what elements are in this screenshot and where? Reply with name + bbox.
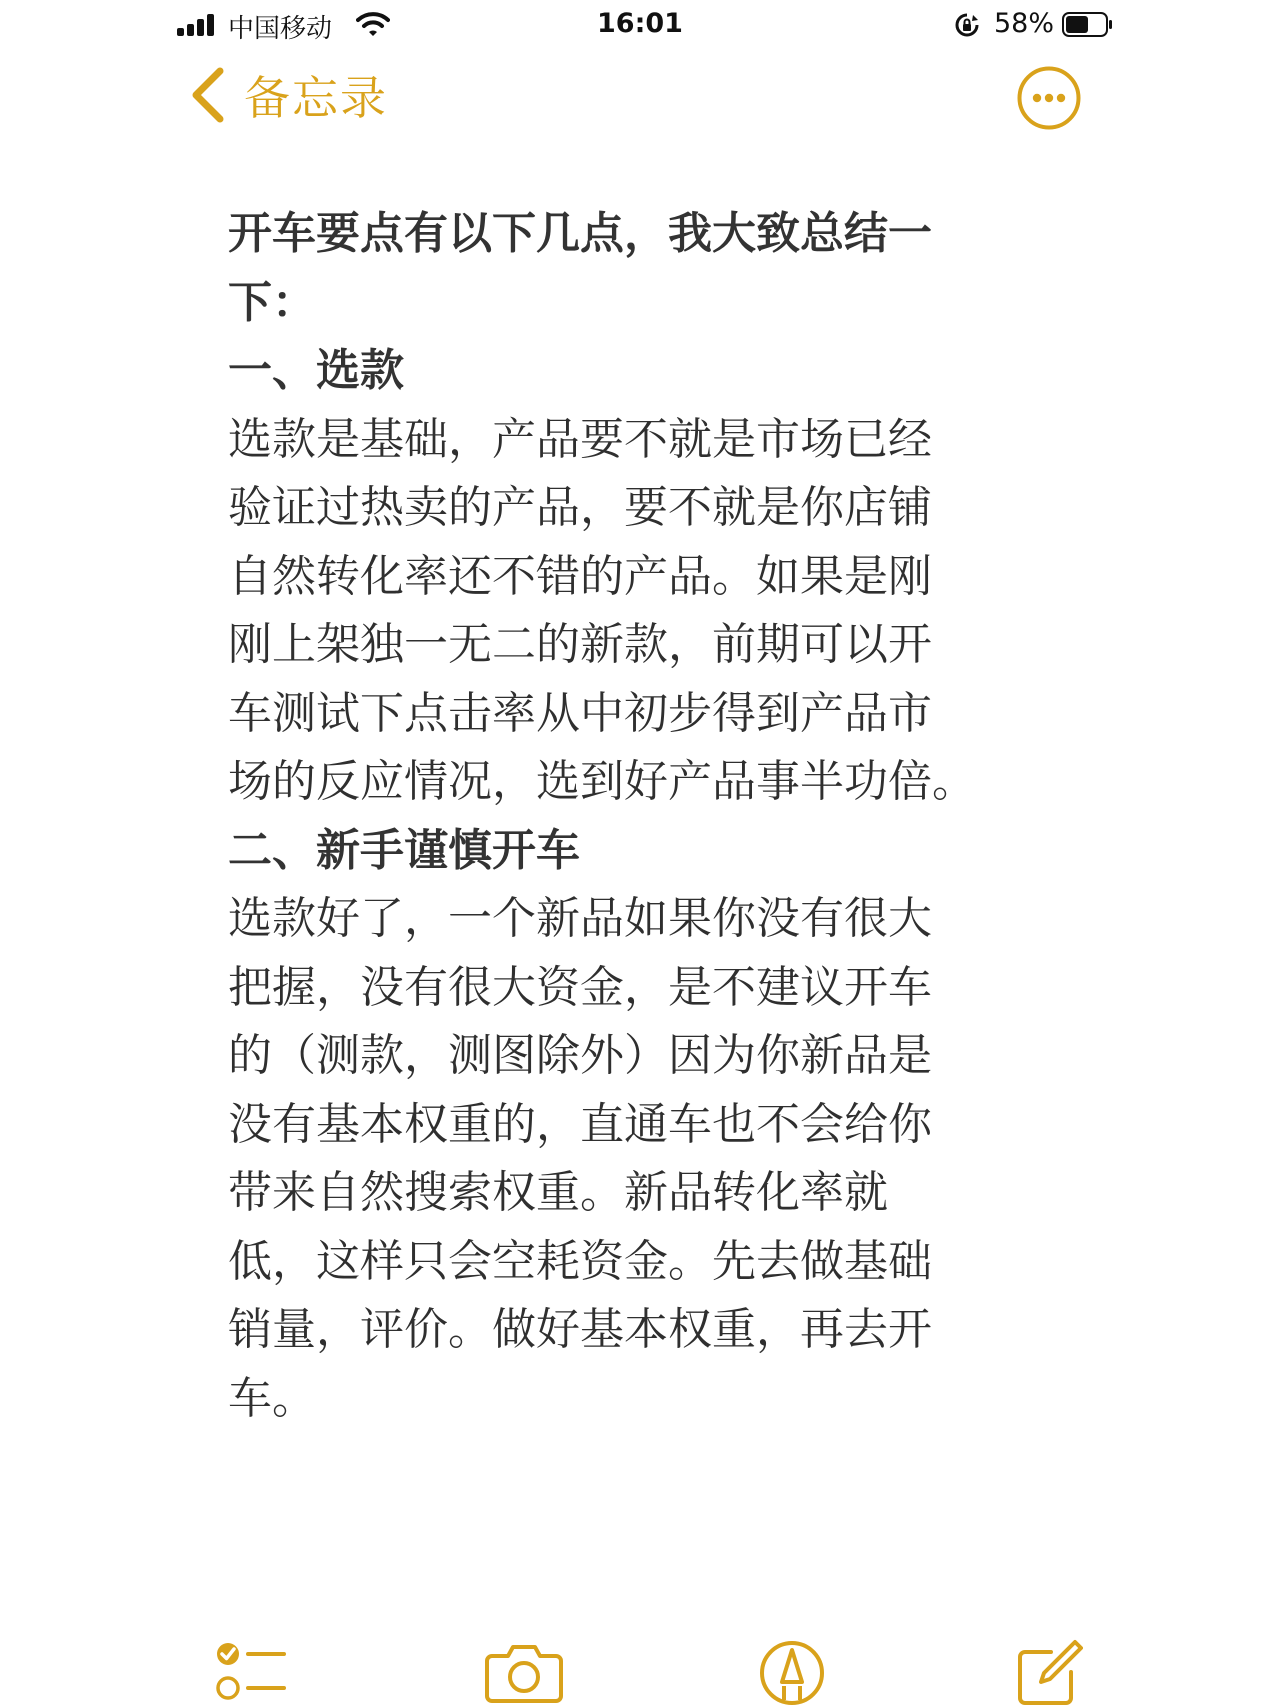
more-icon[interactable] [1016,65,1082,131]
note-text-line: 车。 [228,1372,316,1424]
battery-percent: 58% [994,8,1055,39]
note-heading-line: 开车要点有以下几点，我大致总结一 [228,208,932,259]
note-text-line: 场的反应情况，选到好产品事半功倍。 [228,756,976,807]
note-text-line: 选款是基础，产品要不就是市场已经 [228,413,932,465]
rotation-lock-icon [954,12,980,38]
note-text-line: 验证过热卖的产品，要不就是你店铺 [228,482,932,533]
note-body[interactable] [228,200,1088,1433]
chevron-left-icon [188,65,228,125]
note-heading-line: 一、选款 [228,345,404,396]
back-label: 备忘录 [244,71,388,125]
note-text-line: 带来自然搜索权重。新品转化率就 [228,1167,888,1218]
note-text-line: 车测试下点击率从中初步得到产品市 [228,687,932,739]
note-text-line: 低，这样只会空耗资金。先去做基础 [228,1235,932,1287]
note-text-line: 自然转化率还不错的产品。如果是刚 [228,550,932,602]
note-text-line: 把握，没有很大资金，是不建议开车 [228,961,932,1013]
note-text-line: 选款好了，一个新品如果你没有很大 [228,893,932,944]
battery-icon [1062,12,1114,37]
status-bar [0,0,1280,50]
checklist-icon[interactable] [212,1638,288,1708]
note-heading-line: 二、新手谨慎开车 [228,824,580,876]
markup-icon[interactable] [757,1638,827,1708]
note-heading-line: 下： [228,276,316,328]
note-text-line: 没有基本权重的，直通车也不会给你 [228,1098,932,1150]
note-text-line: 刚上架独一无二的新款，前期可以开 [228,619,932,670]
note-text-line: 销量，评价。做好基本权重，再去开 [228,1304,932,1355]
back-button[interactable] [188,62,388,128]
compose-icon[interactable] [1015,1638,1083,1708]
camera-icon[interactable] [484,1638,564,1708]
carrier-label: 中国移动 [228,14,333,44]
status-time: 16:01 [597,8,683,39]
note-text-line: 的（测款，测图除外）因为你新品是 [228,1030,932,1081]
